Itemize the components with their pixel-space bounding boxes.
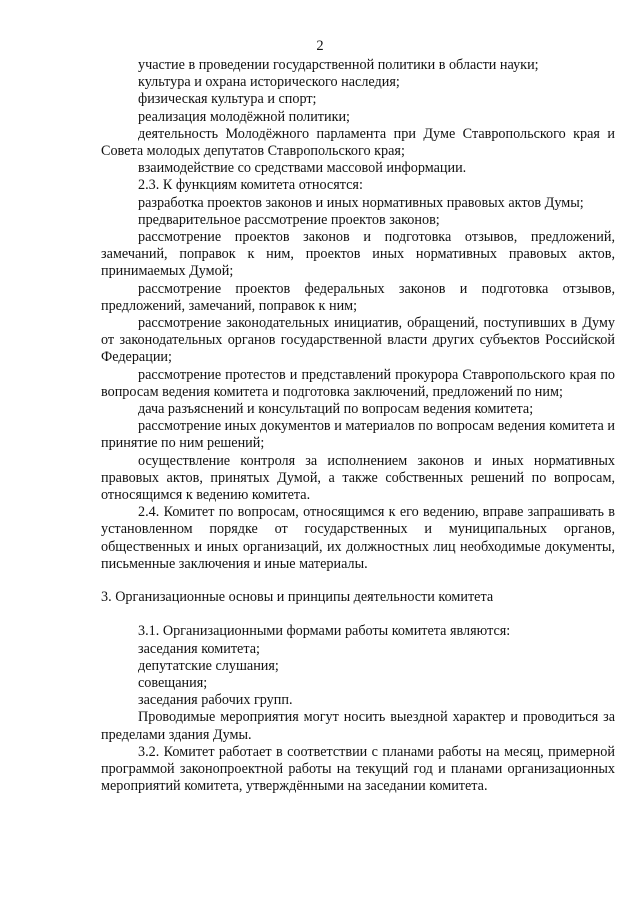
paragraph: рассмотрение законодательных инициатив, обращений, поступивших в Думу от законодательных органов государственной власти других субъектов Российской Федерации;: [101, 315, 615, 366]
document-body: [101, 57, 615, 795]
paragraph: реализация молодёжной политики;: [138, 108, 351, 125]
paragraph: заседания комитета;: [138, 640, 260, 657]
paragraph: Проводимые мероприятия могут носить выездной характер и проводиться за пределами здания Думы.: [101, 709, 615, 743]
paragraph: дача разъяснений и консультаций по вопросам ведения комитета;: [138, 401, 534, 418]
paragraph: культура и охрана исторического наследия;: [138, 74, 400, 91]
paragraph: разработка проектов законов и иных нормативных правовых актов Думы;: [138, 194, 584, 211]
paragraph: взаимодействие со средствами массовой информации.: [138, 160, 467, 177]
section-heading: 3. Организационные основы и принципы деятельности комитета: [101, 589, 494, 606]
paragraph: рассмотрение иных документов и материалов по вопросам ведения комитета и принятие по ним решений;: [101, 418, 615, 452]
clause-3-1: 3.1. Организационными формами работы комитета являются:: [138, 623, 511, 640]
clause-2-3: 2.3. К функциям комитета относятся:: [138, 177, 363, 194]
paragraph: осуществление контроля за исполнением законов и иных нормативных правовых актов, принятых Думой, а также собственных решений по вопросам, относящимся к ведению комитета.: [101, 452, 615, 504]
paragraph: депутатские слушания;: [138, 657, 279, 674]
paragraph: заседания рабочих групп.: [138, 692, 293, 709]
paragraph: физическая культура и спорт;: [138, 91, 317, 108]
clause-3-2: 3.2. Комитет работает в соответствии с планами работы на месяц, примерной программой законопроектной работы на текущий год и планами организационных мероприятий комитета, утверждёнными на заседании комитета.: [101, 743, 615, 795]
paragraph: рассмотрение протестов и представлений прокурора Ставропольского края по вопросам ведения комитета и подготовка заключений, предложений по ним;: [101, 366, 615, 400]
paragraph: предварительное рассмотрение проектов законов;: [138, 211, 440, 228]
clause-2-4: 2.4. Комитет по вопросам, относящимся к его ведению, вправе запрашивать в установленном порядке от государственных и муниципальных органов, общественных и иных организаций, их должностных лиц необходимые документы, письменные заключения и иные материалы.: [101, 504, 615, 572]
paragraph: деятельность Молодёжного парламента при Думе Ставропольского края и Совета молодых депутатов Ставропольского края;: [101, 125, 615, 160]
paragraph: совещания;: [138, 674, 208, 691]
paragraph: рассмотрение проектов законов и подготовка отзывов, предложений, замечаний, поправок к ним, проектов иных нормативных правовых актов, принимаемых Думой;: [101, 229, 615, 280]
paragraph: участие в проведении государственной политики в области науки;: [138, 57, 539, 73]
page-number: 2: [316, 38, 324, 54]
paragraph: рассмотрение проектов федеральных законов и подготовка отзывов, предложений, замечаний, поправок к ним;: [101, 280, 615, 314]
